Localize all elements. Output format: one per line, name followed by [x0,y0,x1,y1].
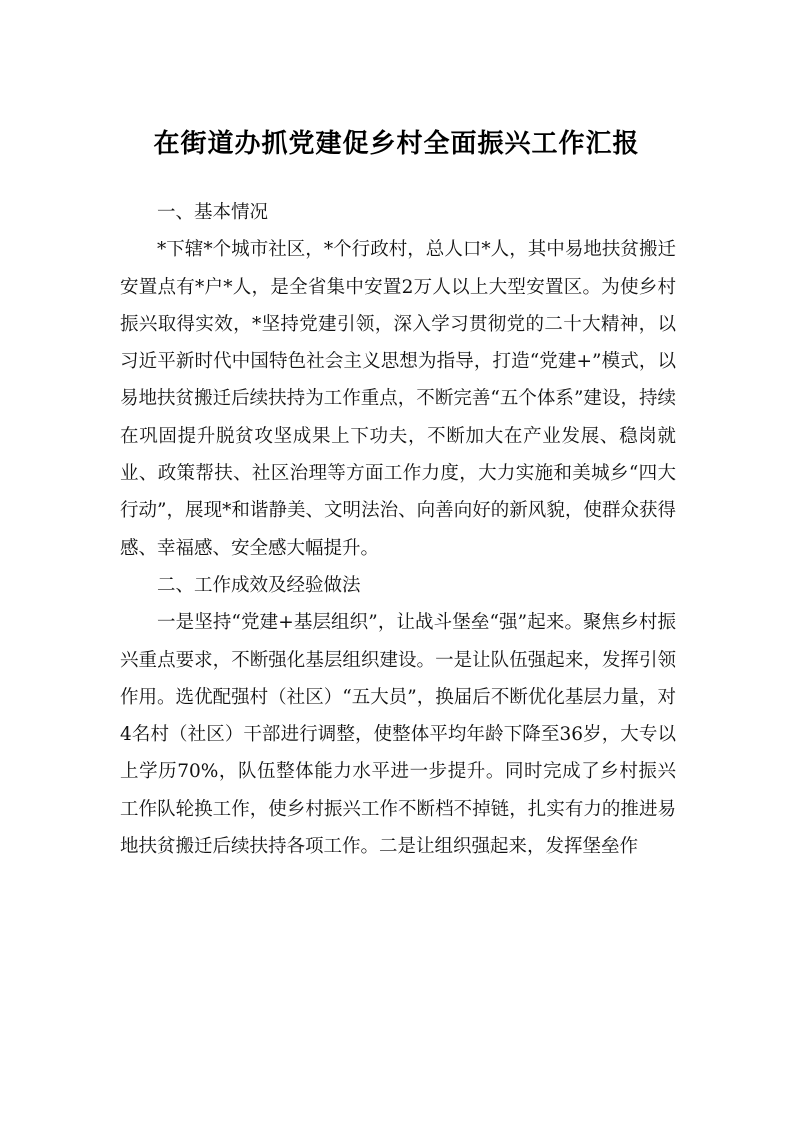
section-heading-work-results: 二、工作成效及经验做法 [157,574,361,596]
document-body [120,194,676,865]
section-paragraph: *下辖*个城市社区，*个行政村，总人口*人，其中易地扶贫搬迁安置点有*户*人，是全省集中安置2万人以上大型安置区。为使乡村振兴取得实效，*坚持党建引领，深入学习贯彻党的二十大精神，以习近平新时代中国特色社会主义思想为指导，打造“党建+”模式，以易地扶贫搬迁后续扶持为工作重点，不断完善“五个体系”建设，持续在巩固提升脱贫攻坚成果上下功夫，不断加大在产业发展、稳岗就业、政策帮扶、社区治理等方面工作力度，大力实施和美城乡“四大行动”，展现*和谐静美、文明法治、向善向好的新风貌，使群众获得感、幸福感、安全感大幅提升。 [120,239,676,559]
document-title: 在街道办抓党建促乡村全面振兴工作汇报 [153,129,640,159]
section-heading-basic-situation: 一、基本情况 [157,202,269,223]
section-paragraph: 一是坚持“党建+基层组织”，让战斗堡垒“强”起来。聚焦乡村振兴重点要求，不断强化基层组织建设。一是让队伍强起来，发挥引领作用。选优配强村（社区）“五大员”，换届后不断优化基层力量，对4名村（社区）干部进行调整，使整体平均年龄下降至36岁，大专以上学历70%，队伍整体能力水平进一步提升。同时完成了乡村振兴工作队轮换工作，使乡村振兴工作不断档不掉链，扎实有力的推进易地扶贫搬迁后续扶持各项工作。二是让组织强起来，发挥堡垒作 [120,612,676,858]
